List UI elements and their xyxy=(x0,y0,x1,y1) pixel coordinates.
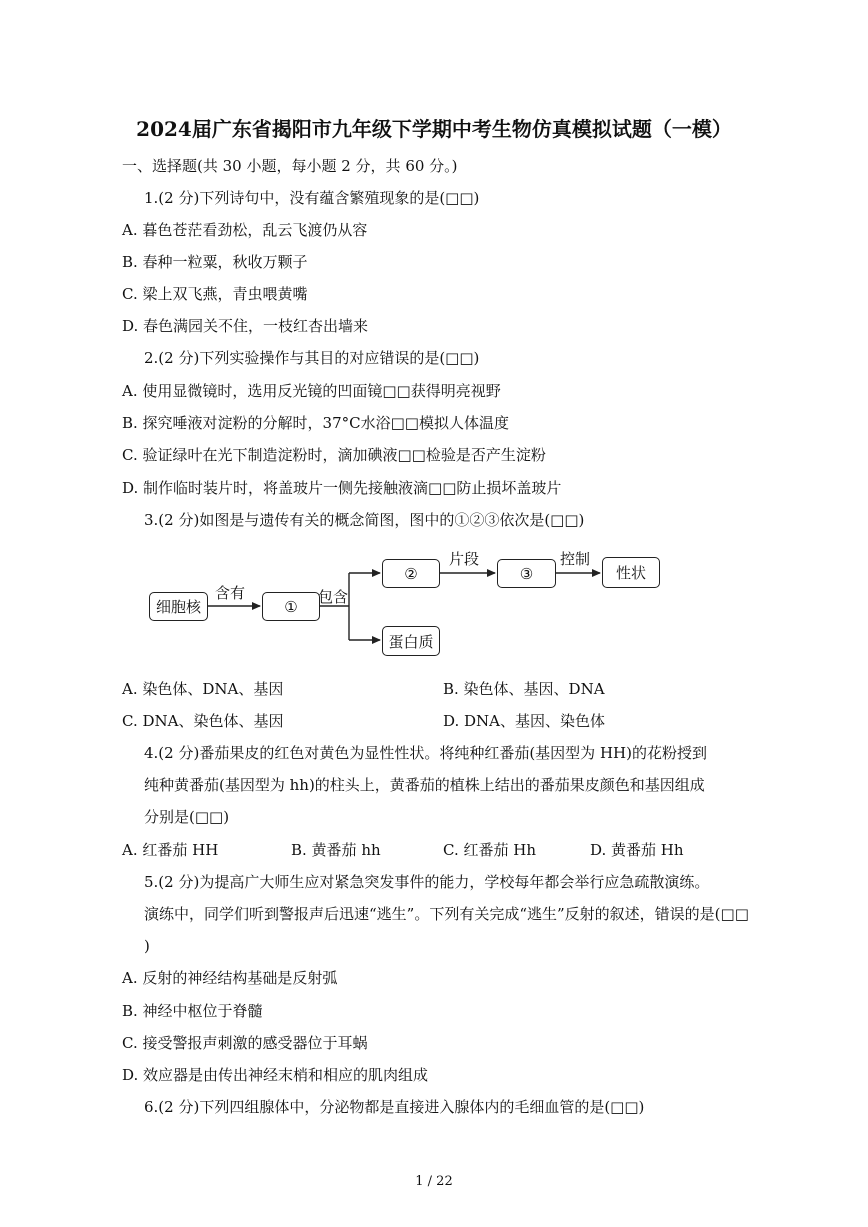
page-number: 1 / 22 xyxy=(415,1174,453,1189)
page-title: 2024届广东省揭阳市九年级下学期中考生物仿真模拟试题（一模） xyxy=(136,117,732,141)
question-2-option-a: A. 使用显微镜时，选用反光镜的凹面镜□□获得明亮视野 xyxy=(122,382,501,400)
question-4-stem-line-2: 纯种黄番茄(基因型为 hh)的柱头上，黄番茄的植株上结出的番茄果皮颜色和基因组成 xyxy=(144,776,705,794)
question-5-option-b: B. 神经中枢位于脊髓 xyxy=(122,1002,263,1020)
question-2-option-b: B. 探究唾液对淀粉的分解时，37°C水浴□□模拟人体温度 xyxy=(122,414,509,432)
question-2-stem: 2.(2 分)下列实验操作与其目的对应错误的是(□□) xyxy=(144,349,480,367)
question-5-option-c: C. 接受警报声刺激的感受器位于耳蜗 xyxy=(122,1034,368,1052)
question-3-option-c: C. DNA、染色体、基因 xyxy=(122,712,284,730)
question-5-stem-line-1: 5.(2 分)为提高广大师生应对紧急突发事件的能力，学校每年都会举行应急疏散演练。 xyxy=(144,873,710,891)
node-trait: 性状 xyxy=(602,557,660,588)
question-1-stem: 1.(2 分)下列诗句中，没有蕴含繁殖现象的是(□□) xyxy=(144,189,480,207)
node-protein: 蛋白质 xyxy=(382,626,440,656)
question-5-stem-line-3: ) xyxy=(144,937,150,955)
question-4-option-c: C. 红番茄 Hh xyxy=(443,841,536,859)
node-nucleus: 细胞核 xyxy=(149,592,208,621)
question-4-stem-line-1: 4.(2 分)番茄果皮的红色对黄色为显性性状。将纯种红番茄(基因型为 HH)的花粉授到 xyxy=(144,744,707,762)
question-1-option-d: D. 春色满园关不住，一枝红杏出墙来 xyxy=(122,317,369,335)
edge-label-contains-2: 包含 xyxy=(318,588,349,606)
question-1-option-a: A. 暮色苍茫看劲松，乱云飞渡仍从容 xyxy=(122,221,368,239)
node-2: ② xyxy=(382,559,440,588)
question-1-option-b: B. 春种一粒粟，秋收万颗子 xyxy=(122,253,308,271)
question-4-stem-line-3: 分别是(□□) xyxy=(144,808,230,826)
node-1: ① xyxy=(262,592,320,621)
question-1-option-c: C. 梁上双飞燕，青虫喂黄嘴 xyxy=(122,285,308,303)
question-3-option-d: D. DNA、基因、染色体 xyxy=(443,712,606,730)
node-3: ③ xyxy=(497,559,556,588)
edge-label-contains-1: 含有 xyxy=(215,584,246,602)
edge-label-control: 控制 xyxy=(560,550,591,568)
question-5-option-d: D. 效应器是由传出神经末梢和相应的肌肉组成 xyxy=(122,1066,429,1084)
question-5-stem-line-2: 演练中，同学们听到警报声后迅速“逃生”。下列有关完成“逃生”反射的叙述，错误的是(□□ xyxy=(144,905,749,923)
question-3-stem: 3.(2 分)如图是与遗传有关的概念简图，图中的①②③依次是(□□) xyxy=(144,511,585,529)
question-4-option-a: A. 红番茄 HH xyxy=(122,841,219,859)
section-heading: 一、选择题(共 30 小题，每小题 2 分，共 60 分。) xyxy=(122,157,458,175)
question-3-option-a: A. 染色体、DNA、基因 xyxy=(122,680,284,698)
question-4-option-d: D. 黄番茄 Hh xyxy=(590,841,684,859)
question-5-option-a: A. 反射的神经结构基础是反射弧 xyxy=(122,969,338,987)
question-6-stem: 6.(2 分)下列四组腺体中，分泌物都是直接进入腺体内的毛细血管的是(□□) xyxy=(144,1098,645,1116)
question-2-option-d: D. 制作临时装片时，将盖玻片一侧先接触液滴□□防止损坏盖玻片 xyxy=(122,479,562,497)
question-2-option-c: C. 验证绿叶在光下制造淀粉时，滴加碘液□□检验是否产生淀粉 xyxy=(122,446,546,464)
question-4-option-b: B. 黄番茄 hh xyxy=(291,841,381,859)
edge-label-segment: 片段 xyxy=(449,550,480,568)
question-3-option-b: B. 染色体、基因、DNA xyxy=(443,680,605,698)
